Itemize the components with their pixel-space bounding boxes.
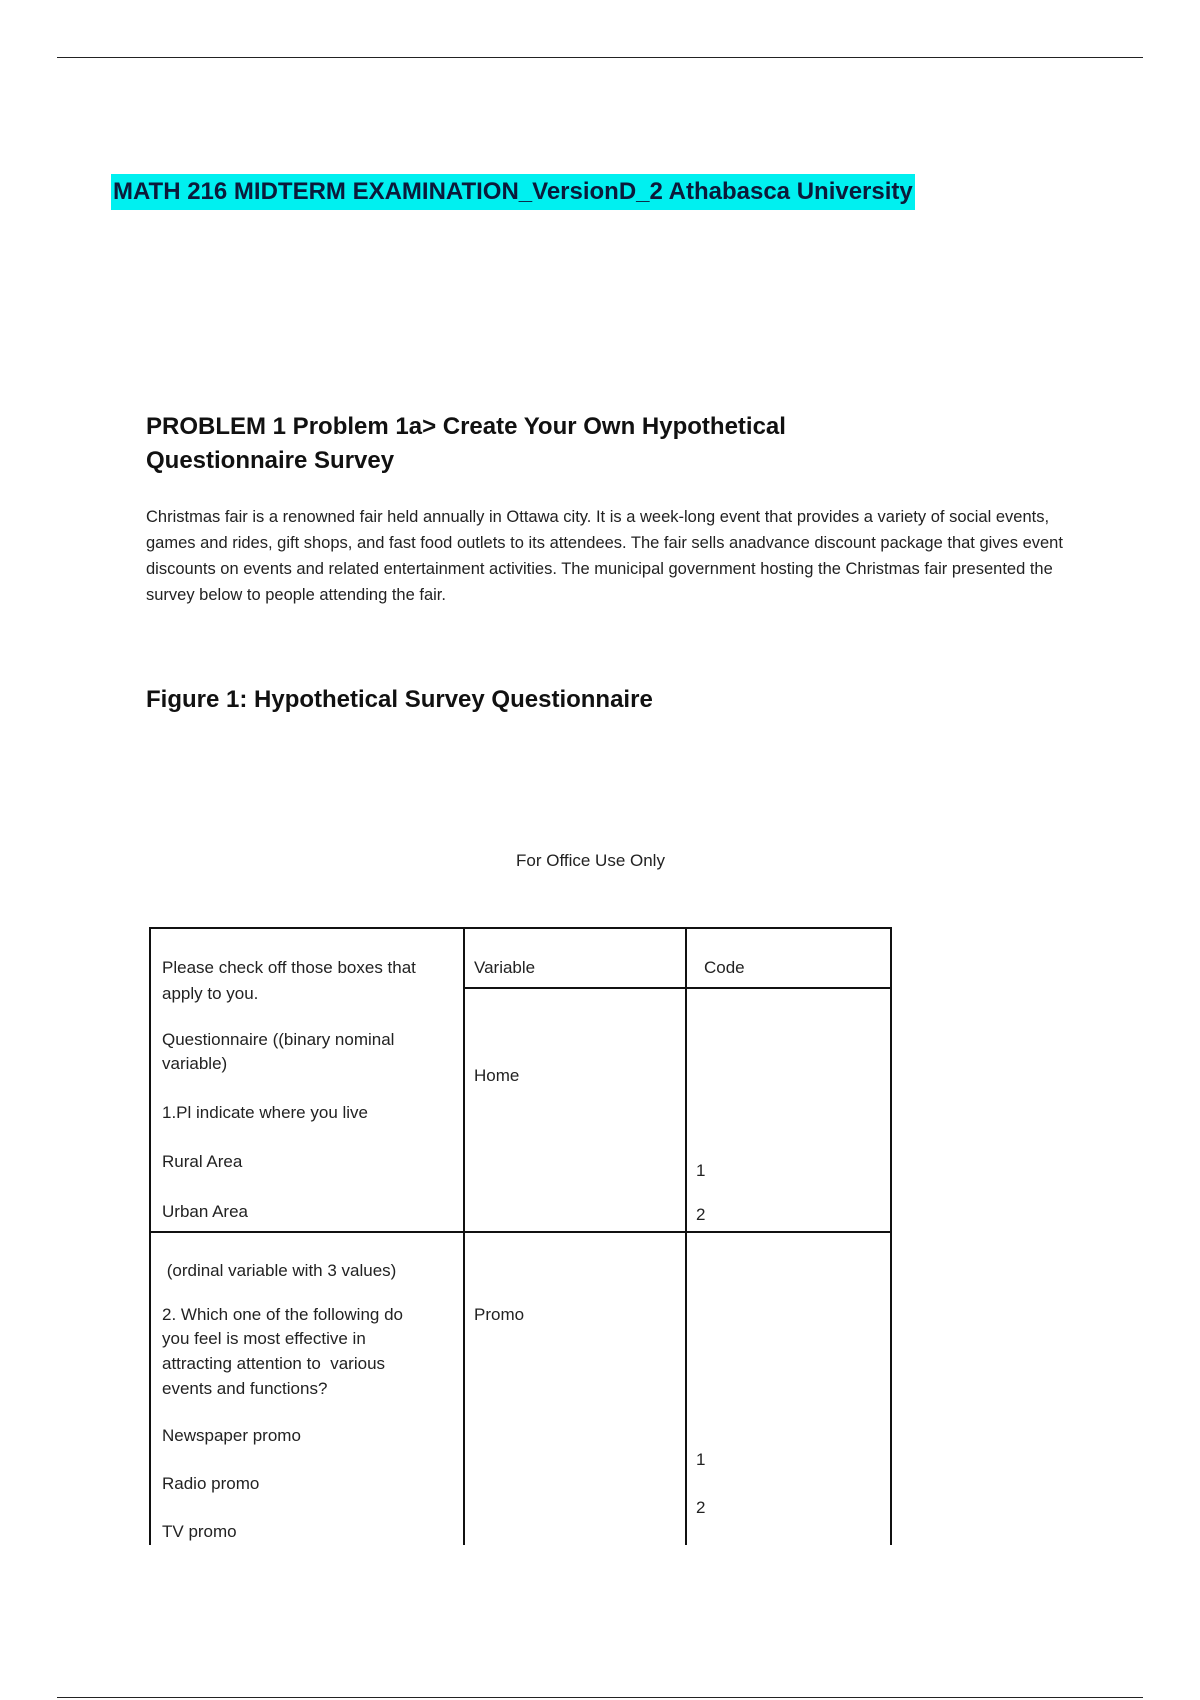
problem-heading: [146, 410, 846, 478]
problem-heading-line2: Questionnaire Survey: [146, 447, 395, 474]
bottom-divider: [57, 1697, 1143, 1698]
table-row-divider: [151, 1231, 890, 1233]
table-header-divider: [463, 987, 890, 989]
document-title: MATH 216 MIDTERM EXAMINATION_VersionD_2 Athabasca University: [111, 174, 915, 210]
row2-type: (ordinal variable with 3 values): [162, 1261, 397, 1280]
row2-variable: Promo: [474, 1305, 525, 1324]
row2-option-tv: TV promo: [162, 1522, 237, 1541]
row1-code-2: 2: [696, 1205, 706, 1224]
row2-option-newspaper: Newspaper promo: [162, 1426, 301, 1445]
row2-question-line1: 2. Which one of the following do: [162, 1305, 403, 1324]
variable-header: Variable: [474, 958, 536, 977]
code-header: Code: [704, 958, 745, 977]
intro-paragraph: Christmas fair is a renowned fair held annually in Ottawa city. It is a week-long event that provides a variety of social events, games and rides, gift shops, and fast food outlets to its attendees. The fair sells anadvance discount package that gives event discounts on events and related entertainment activities. The municipal government hosting the Christmas fair presented the survey below to people attending the fair.: [146, 508, 1063, 604]
problem-heading-line1: PROBLEM 1 Problem 1a> Create Your Own Hypothetical: [146, 413, 786, 440]
row2-code-1: 1: [696, 1450, 706, 1469]
row1-code-1: 1: [696, 1161, 706, 1180]
row1-type-line2: variable): [162, 1054, 228, 1073]
row1-question: 1.Pl indicate where you live: [162, 1103, 369, 1122]
row2-code-2: 2: [696, 1498, 706, 1517]
row1-option-urban: Urban Area: [162, 1202, 248, 1221]
table-column-divider: [685, 929, 687, 1545]
office-use-note: For Office Use Only: [516, 851, 665, 870]
figure-caption: Figure 1: Hypothetical Survey Questionnaire: [146, 686, 653, 713]
table-column-divider: [463, 929, 465, 1545]
instructions-line1: Please check off those boxes that: [162, 958, 416, 977]
row1-type-line1: Questionnaire ((binary nominal: [162, 1030, 395, 1049]
row2-option-radio: Radio promo: [162, 1474, 260, 1493]
row2-question-line4: events and functions?: [162, 1379, 328, 1398]
instructions-line2: apply to you.: [162, 984, 259, 1003]
row2-question-line3: attracting attention to various: [162, 1354, 386, 1373]
survey-table: [149, 927, 892, 1545]
row1-variable: Home: [474, 1066, 520, 1085]
row1-option-rural: Rural Area: [162, 1152, 243, 1171]
top-divider: [57, 57, 1143, 58]
row2-question-line2: you feel is most effective in: [162, 1329, 366, 1348]
